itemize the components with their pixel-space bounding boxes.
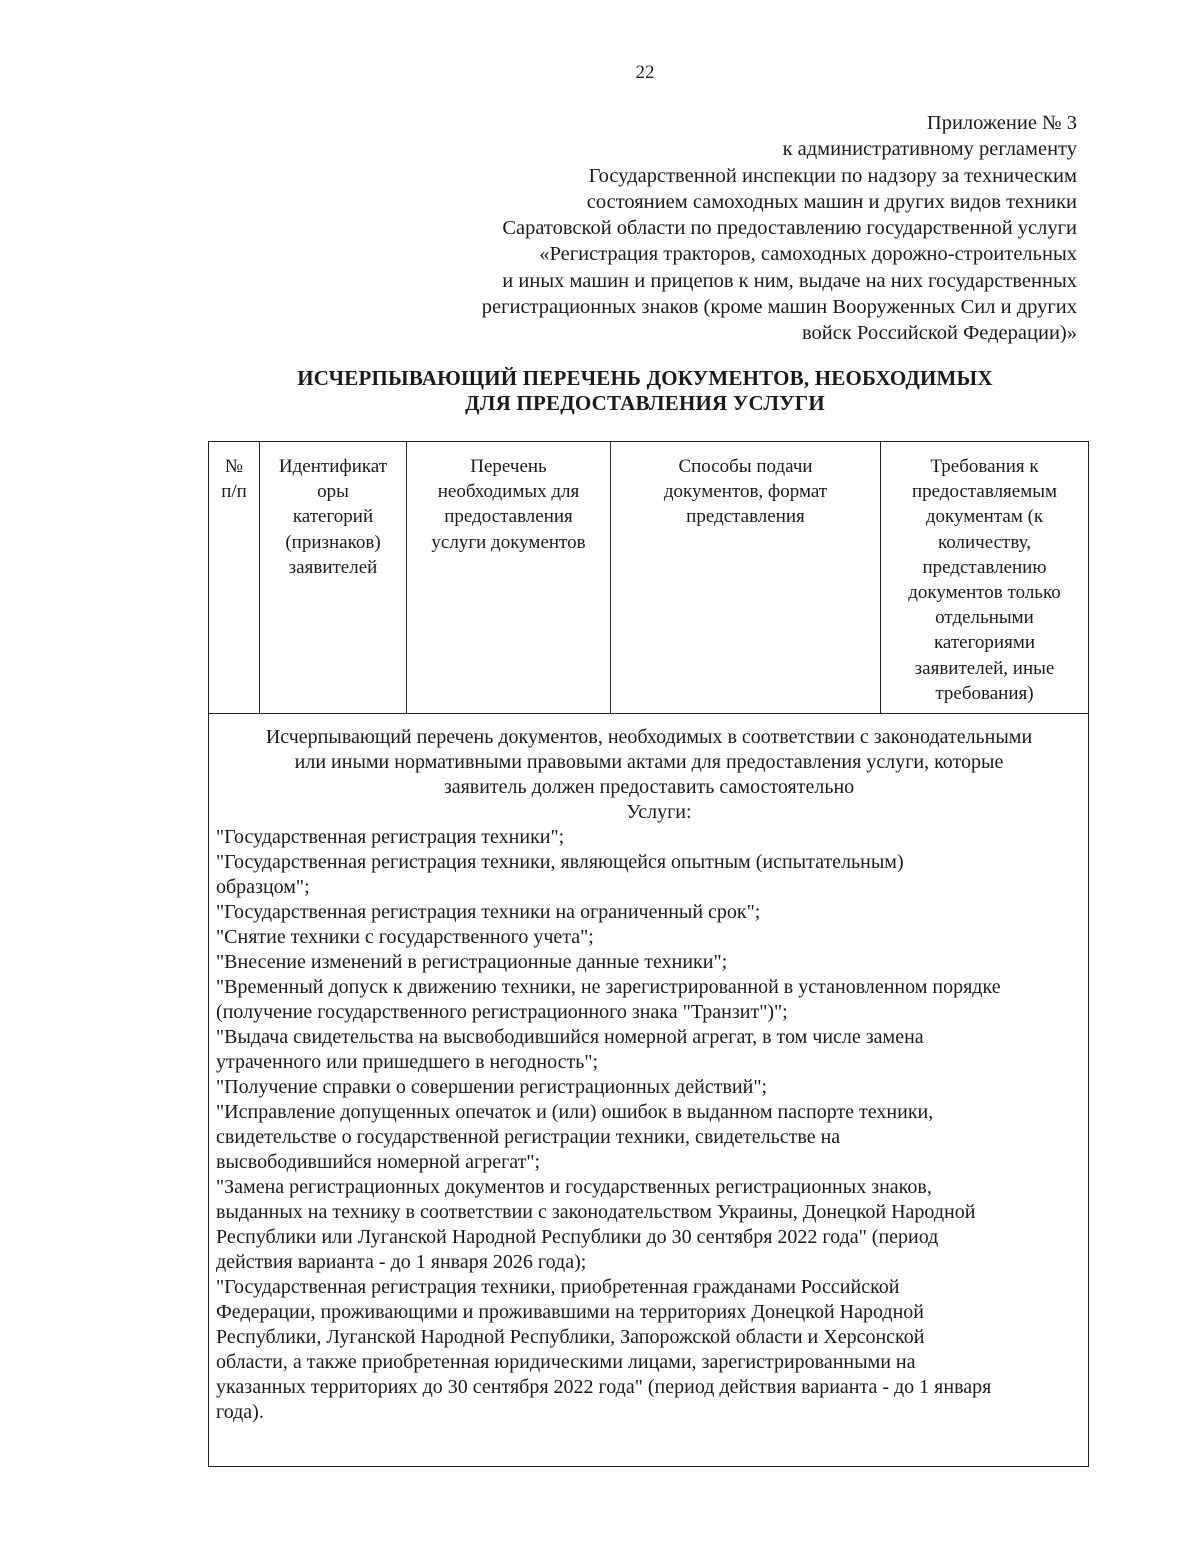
table-body-cell bbox=[209, 714, 1088, 1425]
service-line: Федерации, проживающими и проживавшими на территориях Донецкой Народной bbox=[216, 1301, 924, 1323]
header-text: необходимых для bbox=[437, 481, 580, 503]
header-text: Идентификат bbox=[278, 456, 388, 477]
service-line: высвободившийся номерной агрегат"; bbox=[216, 1151, 541, 1173]
document-title bbox=[0, 366, 1200, 416]
service-line: "Исправление допущенных опечаток и (или) ошибок в выданном паспорте техники, bbox=[216, 1101, 934, 1123]
service-item bbox=[216, 1175, 1082, 1275]
appendix-line: Саратовской области по предоставлению государственной услуги bbox=[502, 217, 1077, 240]
service-item bbox=[216, 925, 1082, 950]
header-cell-requirements bbox=[881, 442, 1088, 713]
header-text: представлению bbox=[922, 556, 1047, 578]
service-line: года). bbox=[216, 1401, 264, 1423]
service-line: "Государственная регистрация техники, приобретенная гражданами Российской bbox=[216, 1276, 900, 1298]
header-text: предоставления bbox=[444, 506, 573, 528]
appendix-line: регистрационных знаков (кроме машин Вооруженных Сил и других bbox=[481, 296, 1077, 319]
service-line: (получение государственного регистрационного знака "Транзит")"; bbox=[216, 1001, 788, 1023]
header-text: № bbox=[224, 456, 244, 477]
header-text: категорий bbox=[292, 506, 374, 528]
service-line: "Временный допуск к движению техники, не зарегистрированной в установленном порядке bbox=[216, 976, 1001, 998]
service-line: "Государственная регистрация техники на ограниченный срок"; bbox=[216, 901, 761, 923]
header-text: отдельными bbox=[935, 607, 1034, 629]
title-line: ИСЧЕРПЫВАЮЩИЙ ПЕРЕЧЕНЬ ДОКУМЕНТОВ, НЕОБХОДИМЫХ bbox=[297, 366, 993, 390]
header-text: (признаков) bbox=[285, 531, 381, 553]
header-text: Способы подачи bbox=[678, 456, 813, 477]
service-item bbox=[216, 1075, 1082, 1100]
service-line: выданных на технику в соответствии с законодательством Украины, Донецкой Народной bbox=[216, 1201, 976, 1223]
intro-line: или иными нормативными правовыми актами для предоставления услуги, которые bbox=[294, 751, 1004, 773]
header-text: заявителей bbox=[288, 556, 378, 578]
header-text: представления bbox=[686, 506, 805, 528]
header-cell-number bbox=[209, 442, 260, 713]
service-line: "Внесение изменений в регистрационные данные техники"; bbox=[216, 951, 728, 973]
service-item bbox=[216, 825, 1082, 850]
appendix-line: «Регистрация тракторов, самоходных дорожно-строительных bbox=[539, 243, 1077, 266]
service-line: области, а также приобретенная юридическими лицами, зарегистрированными на bbox=[216, 1351, 916, 1373]
header-text: Перечень bbox=[470, 456, 547, 477]
documents-table bbox=[208, 441, 1089, 1467]
header-text: требования) bbox=[935, 682, 1034, 704]
service-line: "Снятие техники с государственного учета"; bbox=[216, 926, 594, 948]
header-text: количеству, bbox=[937, 531, 1032, 553]
header-cell-documents-list bbox=[407, 442, 611, 713]
service-line: Республики или Луганской Народной Республики до 30 сентября 2022 года" (период bbox=[216, 1226, 939, 1248]
intro-line: Исчерпывающий перечень документов, необходимых в соответствии с законодательными bbox=[265, 726, 1033, 748]
intro-line: заявитель должен предоставить самостоятельно bbox=[443, 776, 855, 798]
services-label: Услуги: bbox=[626, 801, 692, 823]
header-text: услуги документов bbox=[431, 531, 586, 553]
header-text: Требования к bbox=[930, 456, 1039, 477]
appendix-header bbox=[377, 110, 1077, 347]
header-text: заявителей, иные bbox=[914, 657, 1055, 679]
service-line: свидетельстве о государственной регистрации техники, свидетельстве на bbox=[216, 1126, 841, 1148]
header-cell-applicant-identifiers bbox=[260, 442, 407, 713]
service-line: "Государственная регистрация техники, являющейся опытным (испытательным) bbox=[216, 851, 904, 873]
service-line: действия варианта - до 1 января 2026 года); bbox=[216, 1251, 587, 1273]
header-text: документов, формат bbox=[663, 481, 828, 503]
service-line: указанных территориях до 30 сентября 2022 года" (период действия варианта - до 1 января bbox=[216, 1376, 992, 1398]
section-intro bbox=[216, 725, 1082, 800]
appendix-line: Государственной инспекции по надзору за техническим bbox=[588, 164, 1077, 187]
header-text: п/п bbox=[221, 481, 247, 503]
appendix-line: к административному регламенту bbox=[782, 138, 1077, 161]
table-header-row bbox=[209, 442, 1088, 714]
service-line: "Замена регистрационных документов и государственных регистрационных знаков, bbox=[216, 1176, 932, 1198]
appendix-line: и иных машин и прицепов к ним, выдаче на них государственных bbox=[502, 269, 1077, 292]
title-line: ДЛЯ ПРЕДОСТАВЛЕНИЯ УСЛУГИ bbox=[465, 391, 825, 415]
service-item bbox=[216, 1100, 1082, 1175]
header-text: предоставляемым bbox=[911, 481, 1058, 503]
service-line: образцом"; bbox=[216, 876, 310, 898]
service-item bbox=[216, 1275, 1082, 1425]
appendix-line: Приложение № 3 bbox=[926, 112, 1077, 134]
service-line: "Выдача свидетельства на высвободившийся номерной агрегат, в том числе замена bbox=[216, 1026, 924, 1048]
appendix-line: состоянием самоходных машин и других видов техники bbox=[586, 190, 1077, 213]
appendix-line: войск Российской Федерации)» bbox=[802, 322, 1077, 345]
service-line: утраченного или пришедшего в негодность"; bbox=[216, 1051, 599, 1073]
header-text: оры bbox=[317, 481, 349, 503]
service-item bbox=[216, 900, 1082, 925]
service-line: Республики, Луганской Народной Республики, Запорожской области и Херсонской bbox=[216, 1326, 925, 1348]
header-text: категориями bbox=[933, 632, 1036, 654]
service-line: "Получение справки о совершении регистрационных действий"; bbox=[216, 1076, 768, 1098]
service-item bbox=[216, 975, 1082, 1025]
service-item bbox=[216, 950, 1082, 975]
page-number: 22 bbox=[635, 62, 655, 83]
header-cell-submission-methods bbox=[611, 442, 881, 713]
header-text: документов только bbox=[908, 582, 1061, 604]
service-line: "Государственная регистрация техники"; bbox=[216, 826, 565, 848]
header-text: документам (к bbox=[925, 506, 1044, 528]
service-item bbox=[216, 1025, 1082, 1075]
service-item bbox=[216, 850, 1082, 900]
